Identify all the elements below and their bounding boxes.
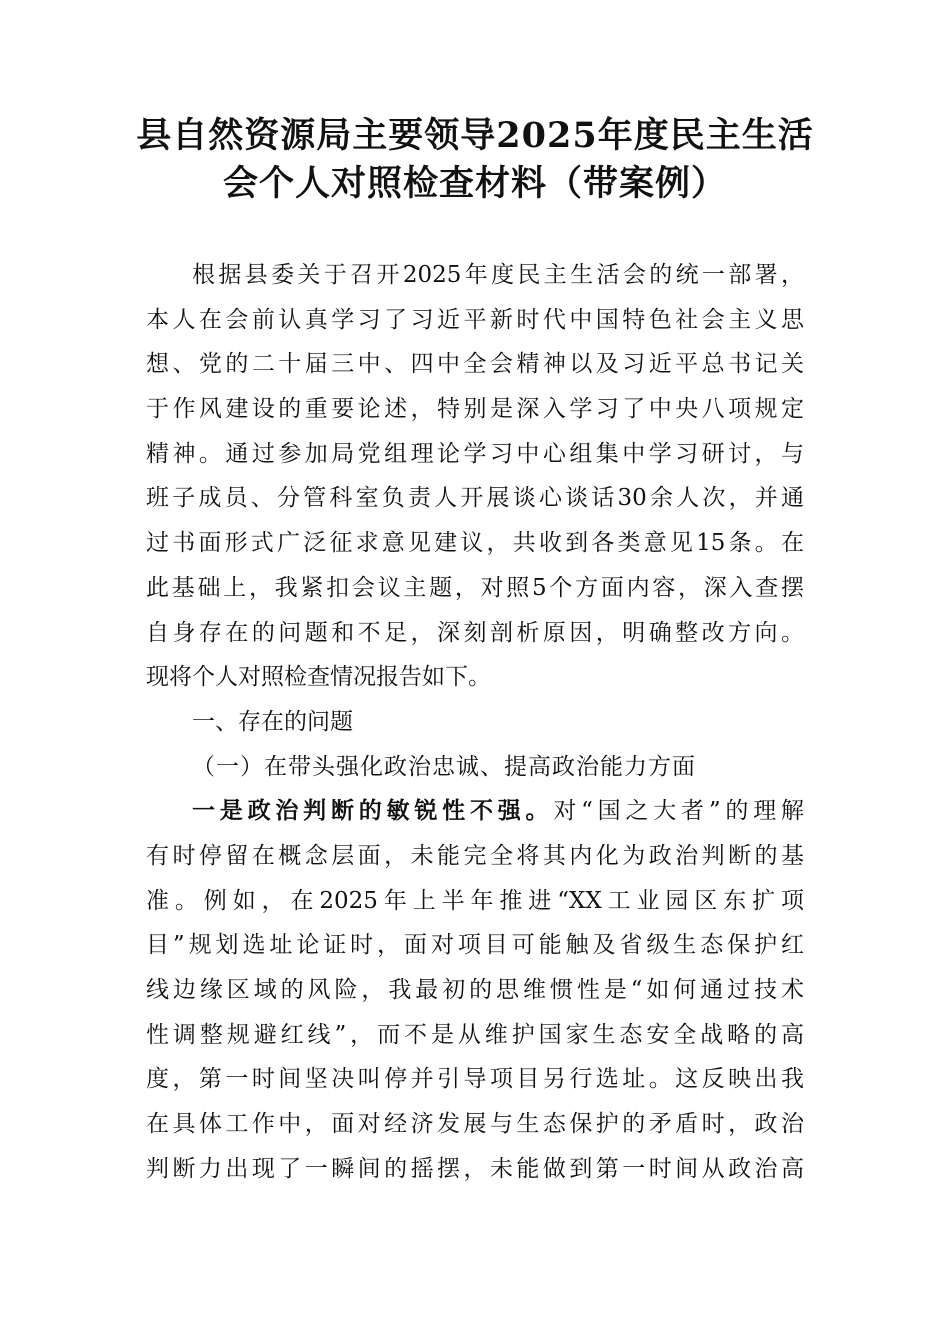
point-line: 判断力出现了一瞬间的摇摆，未能做到第一时间从政治高 <box>146 1155 804 1182</box>
document-body <box>146 253 804 1191</box>
point-lead-bold: 一是政治判断的敏锐性不强。 <box>192 797 554 825</box>
point-line: 目”规划选址论证时，面对项目可能触及省级生态保护红 <box>146 932 804 959</box>
subsection-heading: （一）在带头强化政治忠诚、提高政治能力方面 <box>192 753 696 780</box>
point-line: 有时停留在概念层面，未能完全将其内化为政治判断的基 <box>146 842 804 869</box>
document-title <box>120 112 830 208</box>
intro-line: 于作风建设的重要论述，特别是深入学习了中央八项规定 <box>146 396 804 423</box>
point-line: 性调整规避红线”，而不是从维护国家生态安全战略的高 <box>146 1021 804 1048</box>
title-line-1: 县自然资源局主要领导2025年度民主生活 <box>136 115 814 156</box>
intro-line: 精神。通过参加局党组理论学习中心组集中学习研讨，与 <box>146 440 804 467</box>
point-line: 度，第一时间坚决叫停并引导项目另行选址。这反映出我 <box>146 1066 804 1093</box>
point-line: 在具体工作中，面对经济发展与生态保护的矛盾时，政治 <box>146 1111 804 1138</box>
intro-line: 班子成员、分管科室负责人开展谈心谈话30余人次，并通 <box>146 485 804 512</box>
point-lead-rest: 对“国之大者”的理解 <box>553 798 804 825</box>
title-line-2: 会个人对照检查材料（带案例） <box>222 163 727 204</box>
intro-line: 现将个人对照检查情况报告如下。 <box>146 664 491 691</box>
intro-line: 想、党的二十届三中、四中全会精神以及习近平总书记关 <box>146 351 804 378</box>
intro-line: 此基础上，我紧扣会议主题，对照5个方面内容，深入查摆 <box>146 574 804 601</box>
point-line: 准。例如，在2025年上半年推进“XX工业园区东扩项 <box>146 887 804 914</box>
point-line: 线边缘区域的风险，我最初的思维惯性是“如何通过技术 <box>146 977 804 1003</box>
intro-line: 根据县委关于召开2025年度民主生活会的统一部署， <box>192 262 804 288</box>
intro-line: 过书面形式广泛征求意见建议，共收到各类意见15条。在 <box>146 530 804 557</box>
intro-line: 自身存在的问题和不足，深刻剖析原因，明确整改方向。 <box>146 619 804 646</box>
point-first-line <box>146 789 804 834</box>
intro-line: 本人在会前认真学习了习近平新时代中国特色社会主义思 <box>146 306 804 333</box>
section-heading: 一、存在的问题 <box>192 708 353 735</box>
